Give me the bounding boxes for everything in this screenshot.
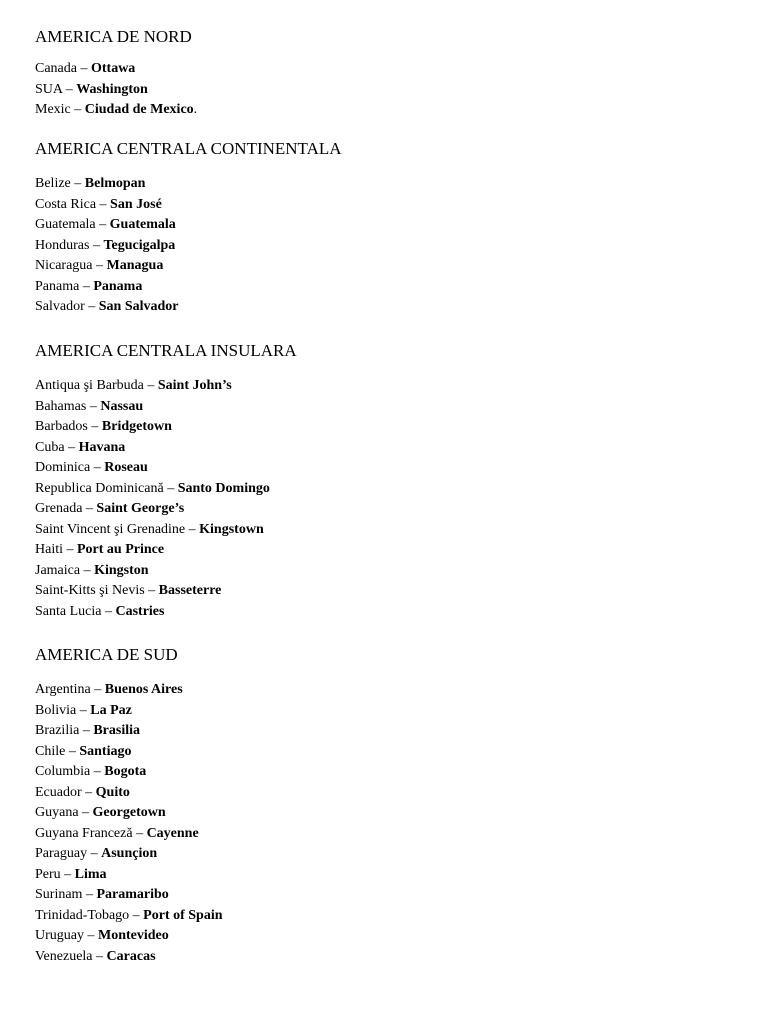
country-capital-row	[35, 602, 735, 623]
dash-separator: –	[60, 866, 75, 882]
country-capital-row	[35, 742, 735, 763]
country-name: Argentina	[35, 682, 91, 697]
dash-separator: –	[79, 723, 94, 738]
dash-separator: –	[87, 846, 102, 861]
country-name: Canada	[35, 61, 77, 76]
dash-separator: –	[90, 460, 105, 475]
capital-name: San José	[110, 196, 162, 212]
dash-separator: –	[62, 81, 77, 97]
country-name: Saint-Kitts şi Nevis	[35, 583, 145, 598]
capital-name: Cayenne	[146, 825, 199, 841]
country-capital-row	[35, 581, 735, 602]
capital-name: Lima	[74, 866, 107, 882]
capital-name: Guatemala	[109, 217, 176, 232]
dash-separator: –	[163, 480, 178, 496]
capital-name: Santo Domingo	[177, 480, 270, 496]
capital-name: Brasilia	[93, 723, 140, 738]
country-capital-row	[35, 762, 735, 783]
country-capital-list	[35, 174, 735, 318]
capital-name: Montevideo	[98, 928, 169, 943]
country-capital-row	[35, 520, 735, 541]
country-capital-row	[35, 376, 735, 397]
country-capital-row	[35, 479, 735, 500]
dash-separator: –	[143, 378, 158, 393]
country-capital-row	[35, 417, 735, 438]
country-name: Bahamas	[35, 398, 87, 414]
capital-name: Paramaribo	[96, 887, 169, 902]
country-capital-row	[35, 174, 735, 195]
country-capital-row	[35, 297, 735, 318]
capital-name: Kingston	[94, 562, 149, 578]
trailing-punctuation: .	[193, 102, 198, 117]
country-capital-row	[35, 540, 735, 561]
country-name: Guyana	[35, 805, 79, 820]
country-name: Cuba	[35, 439, 65, 455]
country-capital-row	[35, 865, 735, 886]
country-name: Venezuela	[35, 948, 93, 964]
country-capital-row	[35, 397, 735, 418]
dash-separator: –	[84, 928, 98, 943]
section-america-de-sud	[35, 645, 735, 967]
country-capital-row	[35, 844, 735, 865]
country-capital-list	[35, 376, 735, 622]
capital-name: Belmopan	[84, 176, 146, 191]
country-capital-row	[35, 721, 735, 742]
dash-separator: –	[79, 278, 94, 294]
country-capital-row	[35, 926, 735, 947]
capital-name: Nassau	[100, 398, 144, 414]
capital-name: Saint John’s	[157, 378, 232, 393]
country-capital-row	[35, 701, 735, 722]
country-name: Saint Vincent şi Grenadine	[35, 521, 186, 537]
country-name: Honduras	[35, 237, 90, 253]
dash-separator: –	[65, 743, 80, 759]
country-capital-row	[35, 824, 735, 845]
section-america-centrala-continentala	[35, 139, 735, 318]
capital-name: La Paz	[90, 702, 132, 718]
country-name: SUA	[35, 81, 63, 97]
country-capital-row	[35, 215, 735, 236]
capital-name: Bogota	[104, 764, 147, 779]
capital-name: Roseau	[104, 460, 148, 475]
country-name: Chile	[35, 743, 66, 759]
dash-separator: –	[185, 521, 200, 537]
country-name: Surinam	[35, 887, 83, 902]
capital-name: San Salvador	[98, 299, 179, 314]
capital-name: Saint George’s	[96, 501, 185, 516]
capital-name: Quito	[95, 784, 130, 800]
capital-name: Havana	[78, 439, 126, 455]
capital-name: Caracas	[106, 948, 156, 964]
country-name: Grenada	[35, 501, 83, 516]
country-name: Belize	[35, 176, 71, 191]
capital-name: Washington	[76, 81, 148, 97]
country-name: Panama	[35, 278, 80, 294]
country-name: Republica Dominicană	[35, 480, 164, 496]
dash-separator: –	[144, 583, 159, 598]
capital-name: Castries	[115, 603, 165, 619]
section-america-de-nord	[35, 27, 735, 121]
dash-separator: –	[92, 258, 107, 273]
country-name: Dominica	[35, 460, 91, 475]
country-capital-row	[35, 80, 735, 101]
dash-separator: –	[84, 299, 99, 314]
country-name: Columbia	[35, 764, 91, 779]
dash-separator: –	[87, 419, 102, 434]
capital-name: Buenos Aires	[104, 682, 183, 697]
country-capital-list	[35, 680, 735, 967]
capital-name: Managua	[106, 258, 164, 273]
capital-name: Basseterre	[158, 583, 222, 598]
country-capital-row	[35, 906, 735, 927]
country-capital-row	[35, 236, 735, 257]
country-name: Antiqua şi Barbuda	[35, 378, 144, 393]
country-name: Haiti	[35, 542, 63, 557]
country-name: Costa Rica	[35, 196, 97, 212]
dash-separator: –	[90, 682, 105, 697]
section-heading: AMERICA CENTRALA CONTINENTALA	[35, 139, 342, 158]
capital-name: Santiago	[79, 743, 132, 759]
dash-separator: –	[89, 237, 104, 253]
country-capital-row	[35, 783, 735, 804]
dash-separator: –	[82, 501, 97, 516]
country-capital-row	[35, 438, 735, 459]
dash-separator: –	[129, 907, 144, 923]
dash-separator: –	[78, 805, 93, 820]
dash-separator: –	[63, 542, 77, 557]
dash-separator: –	[96, 196, 111, 212]
country-capital-row	[35, 195, 735, 216]
country-name: Trinidad-Tobago	[35, 907, 130, 923]
country-name: Barbados	[35, 419, 88, 434]
country-name: Paraguay	[35, 846, 88, 861]
capital-name: Tegucigalpa	[103, 237, 176, 253]
country-name: Uruguay	[35, 928, 84, 943]
country-capital-row	[35, 277, 735, 298]
country-capital-row	[35, 680, 735, 701]
country-capital-row	[35, 458, 735, 479]
dash-separator: –	[80, 562, 95, 578]
country-capital-row	[35, 59, 735, 80]
capital-name: Panama	[93, 278, 143, 294]
country-name: Jamaica	[35, 562, 81, 578]
capital-name: Port au Prince	[77, 542, 165, 557]
country-name: Brazilia	[35, 723, 80, 738]
capital-name: Asunçion	[101, 846, 158, 861]
capital-name: Ciudad de Mexico	[84, 102, 194, 117]
capital-name: Ottawa	[90, 61, 136, 76]
capital-name: Port of Spain	[143, 907, 223, 923]
country-capital-row	[35, 499, 735, 520]
country-name: Salvador	[35, 299, 85, 314]
dash-separator: –	[101, 603, 116, 619]
dash-separator: –	[76, 702, 91, 718]
country-capital-row	[35, 100, 735, 121]
dash-separator: –	[64, 439, 79, 455]
country-capital-list	[35, 59, 735, 121]
country-name: Guyana Franceză	[35, 825, 133, 841]
capital-name: Georgetown	[92, 805, 166, 820]
section-heading: AMERICA DE NORD	[35, 27, 192, 46]
country-capital-row	[35, 947, 735, 968]
dash-separator: –	[82, 887, 97, 902]
section-heading: AMERICA DE SUD	[35, 645, 178, 664]
dash-separator: –	[95, 217, 110, 232]
country-name: Ecuador	[35, 784, 82, 800]
country-capital-row	[35, 561, 735, 582]
country-capital-row	[35, 256, 735, 277]
country-name: Mexic	[35, 102, 71, 117]
section-america-centrala-insulara	[35, 341, 735, 622]
dash-separator: –	[92, 948, 107, 964]
country-capital-row	[35, 803, 735, 824]
dash-separator: –	[90, 764, 105, 779]
capital-name: Kingstown	[199, 521, 264, 537]
dash-separator: –	[70, 176, 85, 191]
country-capital-row	[35, 885, 735, 906]
country-name: Guatemala	[35, 217, 96, 232]
section-heading: AMERICA CENTRALA INSULARA	[35, 341, 297, 360]
capital-name: Bridgetown	[101, 419, 172, 434]
dash-separator: –	[81, 784, 96, 800]
dash-separator: –	[86, 398, 101, 414]
country-name: Nicaragua	[35, 258, 93, 273]
country-name: Peru	[35, 866, 61, 882]
dash-separator: –	[132, 825, 147, 841]
dash-separator: –	[76, 61, 91, 76]
country-name: Santa Lucia	[35, 603, 102, 619]
country-name: Bolivia	[35, 702, 77, 718]
dash-separator: –	[70, 102, 85, 117]
